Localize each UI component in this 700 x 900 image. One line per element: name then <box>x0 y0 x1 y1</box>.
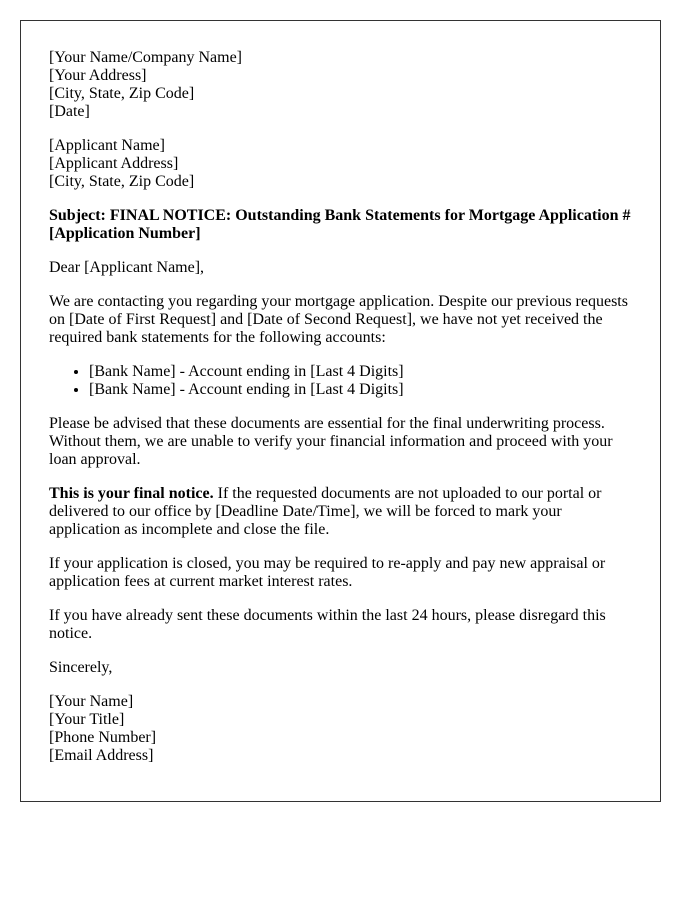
final-notice-text: If the requested documents are not uploaded to our portal or delivered to our office by [Deadline Date/Time], we will be forced to mark your application as incomplete and close the file. <box>49 485 602 538</box>
sender-name: [Your Name/Company Name] <box>49 49 243 66</box>
recipient-block <box>49 137 632 191</box>
account-item: • [Bank Name] - Account ending in [Last 4 Digits] <box>89 363 632 381</box>
final-notice-paragraph <box>49 485 632 539</box>
signature-name: [Your Name] <box>49 693 134 710</box>
letter <box>20 20 661 802</box>
account-list <box>49 363 632 399</box>
essential-paragraph: Please be advised that these documents are essential for the final underwriting process. Without them, we are unable to verify your financial information and proceed with your loan approval. <box>49 415 613 468</box>
recipient-city: [City, State, Zip Code] <box>49 173 195 190</box>
closed-paragraph: If your application is closed, you may be required to re-apply and pay new appraisal or application fees at current market interest rates. <box>49 555 606 590</box>
recipient-address: [Applicant Address] <box>49 155 179 172</box>
disregard-paragraph: If you have already sent these documents within the last 24 hours, please disregard this notice. <box>49 607 606 642</box>
account-item: • [Bank Name] - Account ending in [Last 4 Digits] <box>89 381 632 399</box>
signature-email: [Email Address] <box>49 747 154 764</box>
subject-line: Subject: FINAL NOTICE: Outstanding Bank Statements for Mortgage Application # [Application Number] <box>49 207 631 242</box>
closing: Sincerely, <box>49 659 113 676</box>
sender-address: [Your Address] <box>49 67 147 84</box>
signature-phone: [Phone Number] <box>49 729 157 746</box>
sender-block <box>49 49 632 121</box>
letter-date: [Date] <box>49 103 90 120</box>
sender-city: [City, State, Zip Code] <box>49 85 195 102</box>
salutation: Dear [Applicant Name], <box>49 259 205 276</box>
signature-block <box>49 693 632 765</box>
recipient-name: [Applicant Name] <box>49 137 165 154</box>
signature-title: [Your Title] <box>49 711 125 728</box>
intro-paragraph: We are contacting you regarding your mortgage application. Despite our previous requests on [Date of First Request] and [Date of Second Request], we have not yet received the required bank statements for the following accounts: <box>49 293 628 346</box>
final-notice-bold: This is your final notice. <box>49 485 214 502</box>
